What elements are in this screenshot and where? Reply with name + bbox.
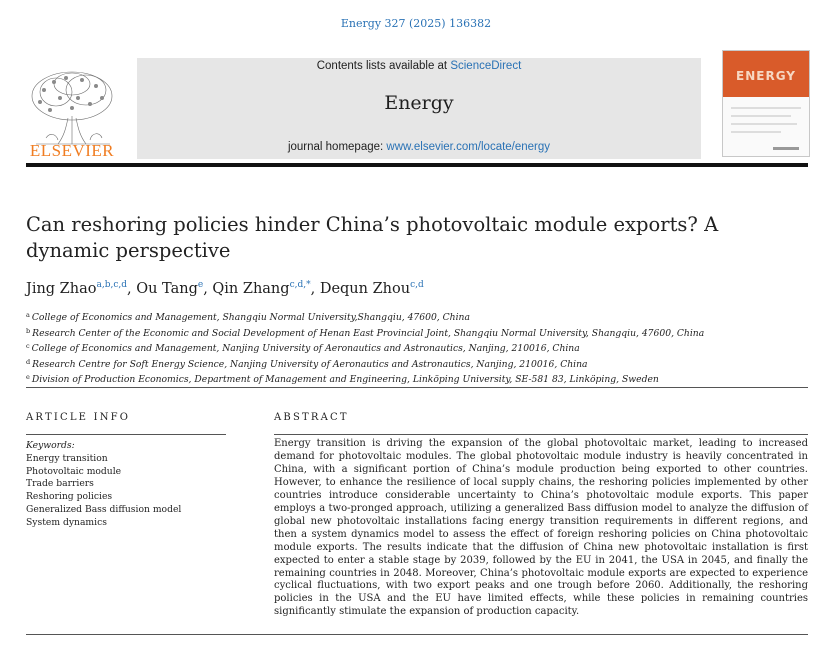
author-affiliation-marks[interactable]: e [197,280,204,290]
contents-prefix: Contents lists available at [316,60,451,72]
affiliations [26,309,808,387]
article-info-rule [26,434,226,435]
keyword-item: Reshoring policies [26,491,113,503]
affiliation-item: $^a$ College of Economics and Management, Shangqiu Normal University,Shangqiu, 47600, China [26,311,470,323]
author-affiliation-marks[interactable]: c,d [410,280,424,290]
keywords-label: Keywords: [26,440,75,451]
abstract-heading: ABSTRACT [274,412,349,423]
journal-name: Energy [384,92,454,114]
homepage-prefix: journal homepage: [287,141,387,153]
author-affiliation-marks[interactable]: a,b,c,d [96,280,127,290]
author-name[interactable]: Dequn Zhou [319,281,411,297]
header-divider [26,163,808,167]
keyword-item: Photovoltaic module [26,465,122,477]
cover-title: ENERGY [736,69,796,83]
section-divider [26,387,808,388]
author-name[interactable]: Ou Tang [136,281,198,297]
journal-cover-thumbnail[interactable] [722,50,810,157]
abstract-text: Energy transition is driving the expansion of the global photovoltaic market, leading to increased demand for photovoltaic modules. The global photovoltaic module industry is heavily concentrated in China, with a significant portion of China’s module production being exported to other countries. However, to enhance the resilience of local supply chains, the reshoring policies implemented by other countries introduce considerable uncertainty to China’s photovoltaic module exports. This paper employs a two-pronged approach, utilizing a generalized Bass diffusion model to analyze the diffusion of global new photovoltaic installations facing energy transition requirements in different regions, and then a system dynamics model to assess the effect of foreign reshoring policies on China photovoltaic module exports. The results indicate that the diffusion of China new photovoltaic installation is first expected to enter a stable stage by 2039, followed by the EU in 2041, the USA in 2045, and finally the remaining countries in 2048. Moreover, China’s photovoltaic module exports are expected to experience cyclical fluctuations, with two export peaks and one trough before 2060. Additionally, the reshoring policies in the USA and the EU have limited effects, while these policies in remaining countries significantly stimulate the expansion of production capacity. [274,438,808,618]
citation-link[interactable]: Energy 327 (2025) 136382 [340,17,492,30]
author-name[interactable]: Qin Zhang [212,281,290,297]
contents-line [137,60,701,72]
keyword-item: Trade barriers [26,478,94,490]
abstract-rule [274,434,808,435]
article-info-heading: ARTICLE INFO [26,412,131,423]
author-affiliation-marks[interactable]: c,d,* [289,280,311,290]
affiliation-item: $^c$ College of Economics and Management, Nanjing University of Aeronautics and Astronautics, Nanjing, 210016, China [26,342,580,354]
author-list: Jing Zhao$^{a,b,c,d}$, Ou Tang$^e$, Qin Zhang$^{c,d,*}$, Dequn Zhou$^{c,d}$ [26,280,424,297]
affiliation-item: $^b$ Research Center of the Economic and Social Development of Henan East Provincial Joint, Shangqiu Normal University, Shangqiu, 47600, China [26,326,705,339]
keyword-item: Generalized Bass diffusion model [26,503,182,515]
homepage-line [137,141,701,153]
bottom-divider [26,634,808,635]
publisher-name: ELSEVIER [29,141,115,160]
keywords-block [26,440,246,530]
sciencedirect-link[interactable]: ScienceDirect [450,60,522,72]
affiliation-item: $^e$ Division of Production Economics, Department of Management and Engineering, Linköping University, SE-581 83, Linköping, Sweden [26,373,659,385]
paper-title: Can reshoring policies hinder China’s photovoltaic module exports? A dynamic perspective [26,213,719,262]
affiliation-item: $^d$ Research Centre for Soft Energy Science, Nanjing University of Aeronautics and Astronautics, Nanjing, 210016, China [26,357,588,370]
keyword-item: Energy transition [26,452,108,464]
author-name[interactable]: Jing Zhao [26,281,97,297]
keyword-item: System dynamics [26,516,107,528]
journal-homepage-link[interactable]: www.elsevier.com/locate/energy [386,141,551,153]
